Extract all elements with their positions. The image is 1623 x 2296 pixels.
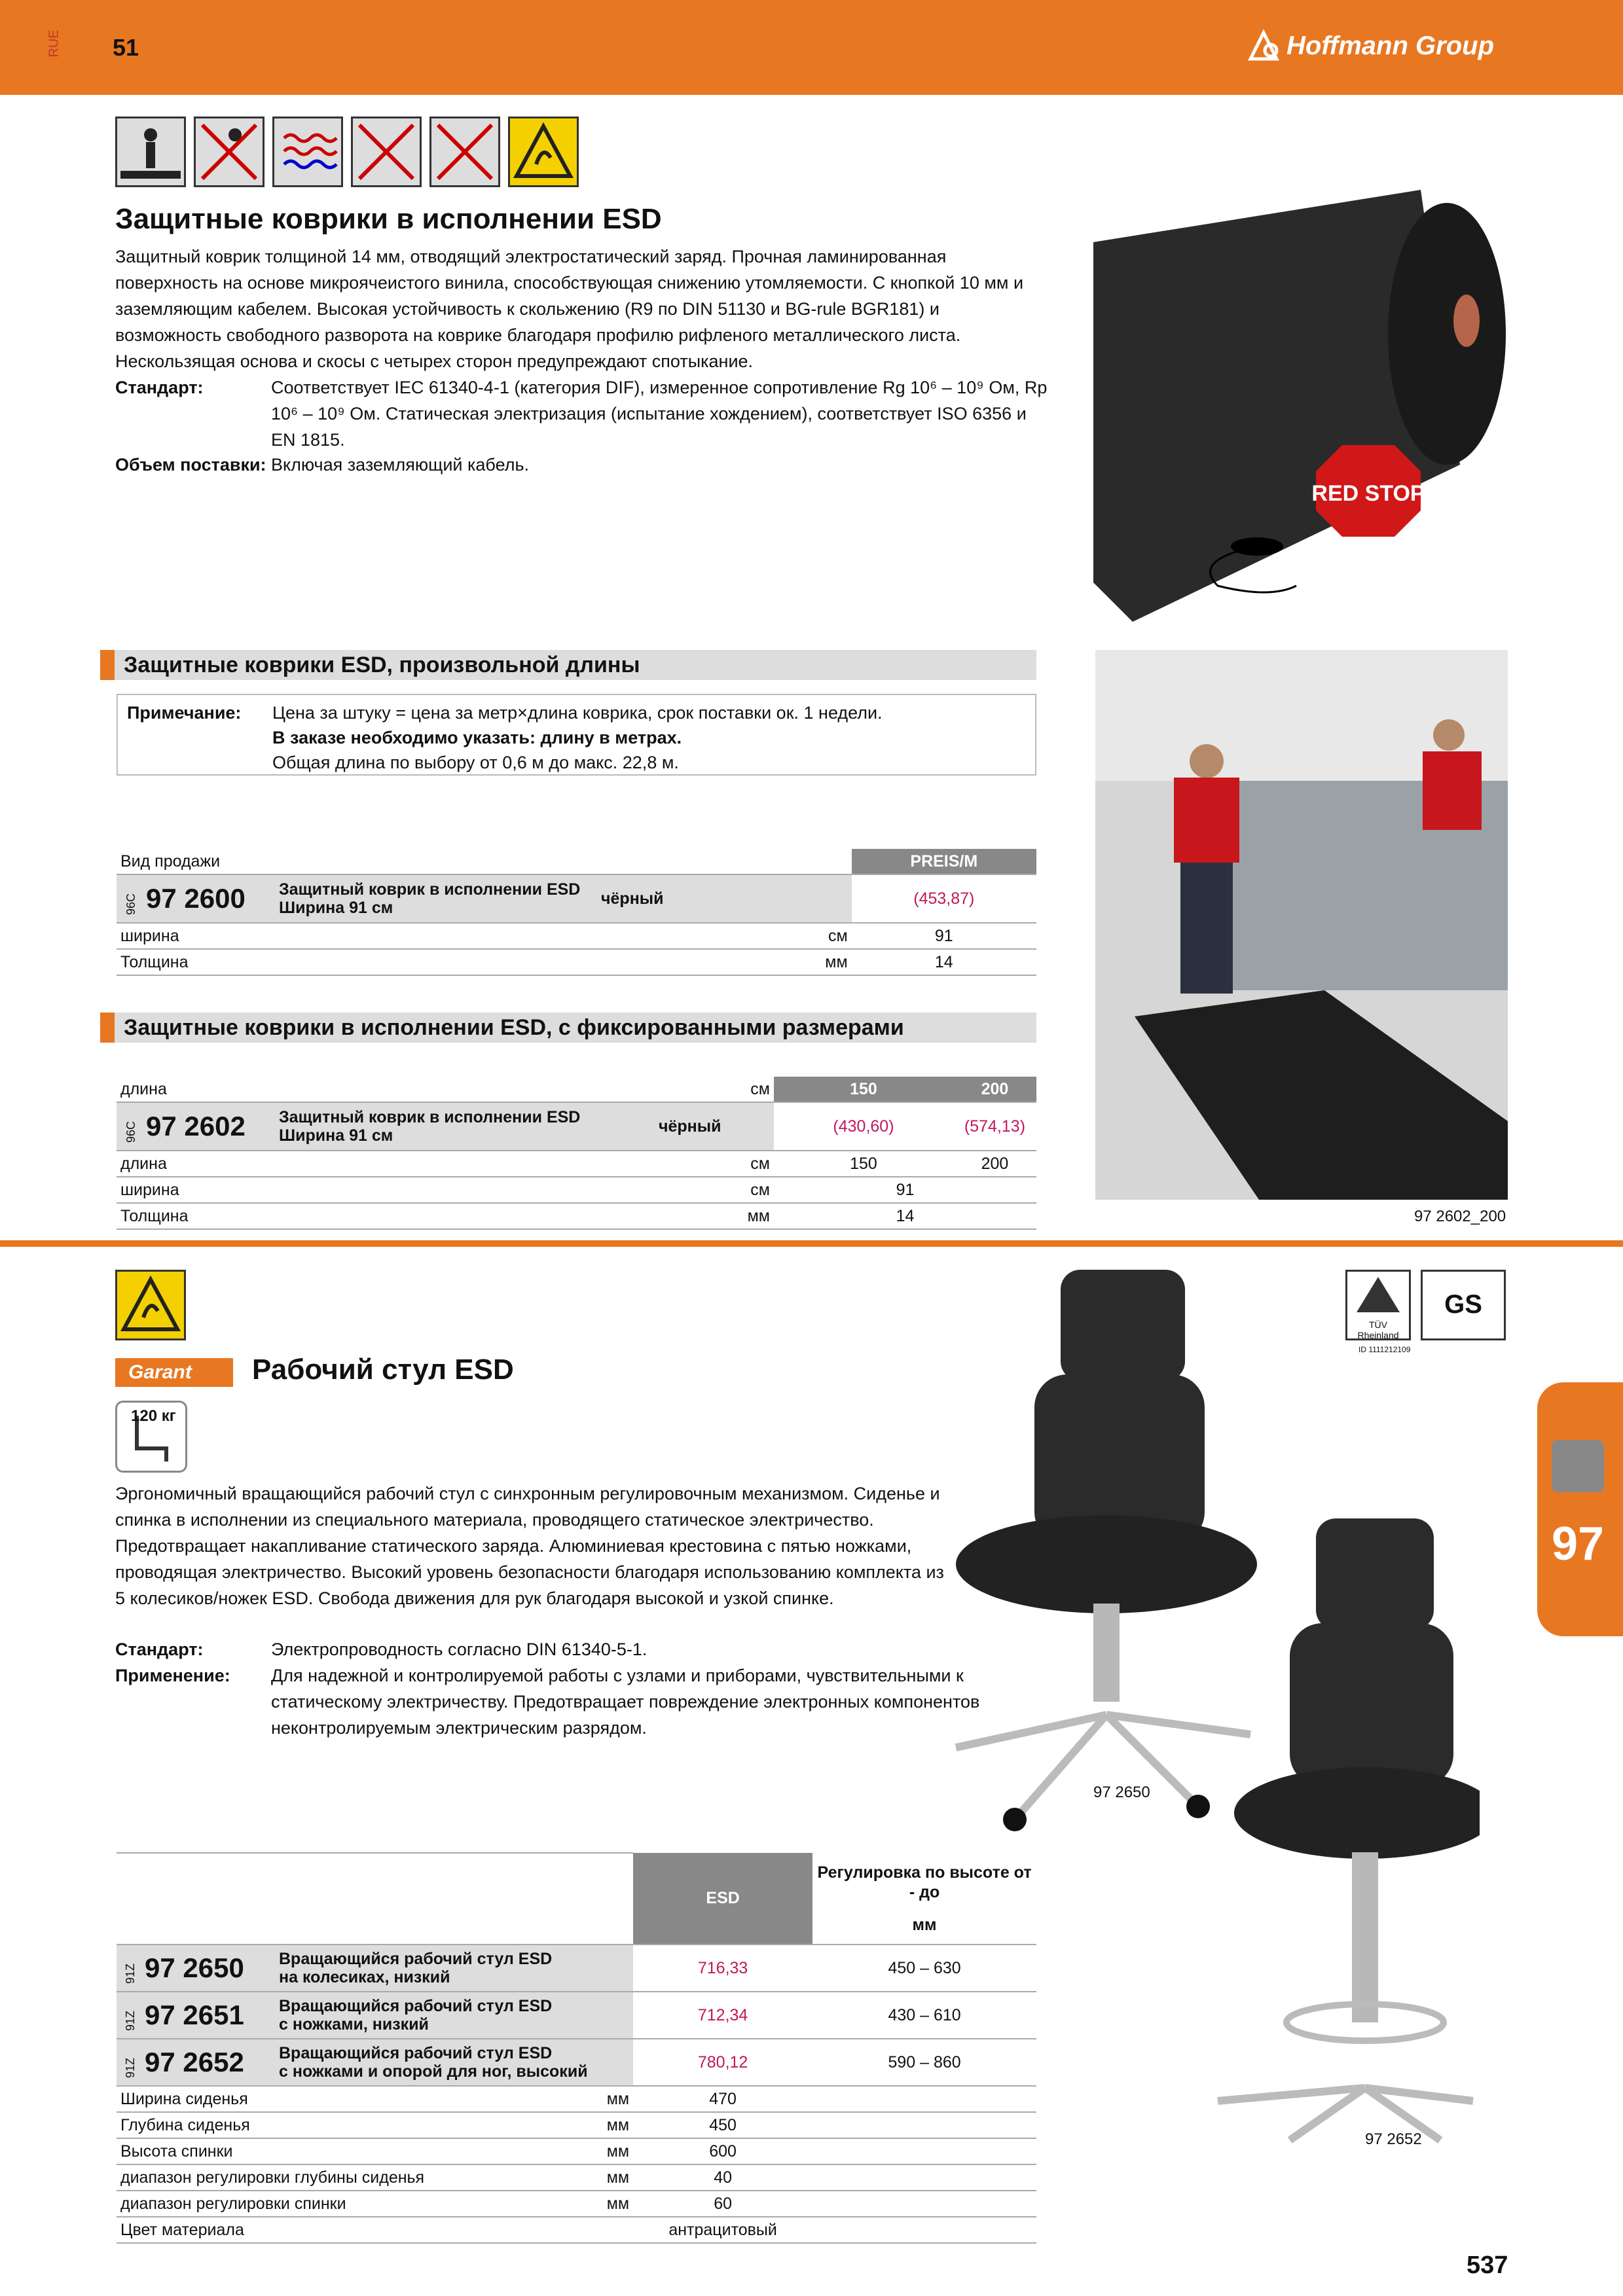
chapter-tab[interactable] <box>1537 1382 1623 1636</box>
table-chairs <box>117 1852 1036 2244</box>
col-esd: ESD <box>633 1853 812 1945</box>
safety-icons <box>115 117 579 187</box>
photo-caption-972650: 97 2650 <box>1093 1784 1150 1801</box>
article-number: 97 2602 <box>146 1111 246 1141</box>
table-row: 91Z 97 2650 Вращающийся рабочий стул ESD на колесиках, низкий 716,33 450 – 630 <box>117 1945 1036 1992</box>
note-line-2: В заказе необходимо указать: длину в метрах. <box>272 728 682 747</box>
table-row: длина см 150 200 <box>117 1151 1036 1177</box>
language-code: RUE <box>46 29 62 58</box>
brand-logo: Hoffmann Group <box>1286 31 1495 60</box>
table-row: Толщина мм 14 <box>117 1203 1036 1229</box>
table-972600 <box>117 849 1036 976</box>
mats-standard-text: Соответствует IEC 61340-4-1 (категория DIF), измеренное сопротивление Rg 10⁶ – 10⁹ Ом, Rp 10⁶ – 10⁹ Ом. Статическая электризация (испытание хождением), соответствует ISO 6356 и EN 1815. <box>271 378 1048 450</box>
cert-id: ID 1111212109 <box>1359 1345 1411 1354</box>
article-cell: 96C 97 2600 <box>117 874 275 923</box>
heat-resistance-icon <box>272 117 343 187</box>
table-row: 91Z 97 2652 Вращающийся рабочий стул ESD с ножками и опорой для ног, высокий 780,12 590 – 860 <box>117 2039 1036 2086</box>
photo-caption-972602: 97 2602_200 <box>1414 1208 1506 1225</box>
workshop-photo <box>1095 650 1508 1200</box>
chair-standard-text: Электропроводность согласно DIN 61340-5-1. <box>271 1640 647 1659</box>
mats-description: Защитный коврик толщиной 14 мм, отводящий электростатический заряд. Прочная ламинированная поверхность на основе микроячеистого винила, способствующая снижению утомляемости. С кнопкой 10 мм и заземляющим кабелем. Высокая устойчивость к скольжению (R9 по DIN 51130 и BG-rule BGR181) и возможность свободного разворота на коврике благодаря профилю рифленого металлического листа. Нескользящая основа и скосы с четырех сторон предупреждают спотыкание. <box>115 247 1024 371</box>
chair-use-label: Применение: <box>115 1666 230 1685</box>
load-capacity-label: 120 кг <box>131 1407 176 1425</box>
standing-person-icon <box>115 117 186 187</box>
chapter-esd-icon <box>1552 1440 1604 1492</box>
red-stop-label: RED STOP <box>1311 481 1425 506</box>
table-row: Ширина сиденья мм 470 <box>117 2086 1036 2112</box>
table-row: ширина см 91 <box>117 923 1036 949</box>
chair-standard-label: Стандарт: <box>115 1640 204 1659</box>
note-line-3: Общая длина по выбору от 0,6 м до макс. 22,8 м. <box>272 753 679 772</box>
section-divider <box>0 1240 1623 1247</box>
article-number: 97 2600 <box>146 883 246 914</box>
table-row: диапазон регулировки глубины сиденья мм 40 <box>117 2164 1036 2191</box>
gs-cert-icon: GS <box>1421 1270 1506 1340</box>
esd-warning-icon <box>115 1270 186 1340</box>
photo-caption-972652: 97 2652 <box>1365 2130 1422 2148</box>
table-head-left: Вид продажи <box>117 849 852 874</box>
article-number: 97 2650 <box>145 1952 244 1983</box>
slip-hazard-icon <box>194 117 264 187</box>
section1-note <box>117 694 1036 776</box>
table-head-price: PREIS/M <box>852 849 1036 874</box>
note-label: Примечание: <box>127 703 242 723</box>
table-row: Цвет материала антрацитовый <box>117 2217 1036 2243</box>
chair-description: Эргономичный вращающийся рабочий стул с синхронным регулировочным механизмом. Сиденье и спинка в исполнении из специального материала, проводящего статическое электричество. Предотвращает накапливание статического заряда. Алюминиевая крестовина с пятью ножками, проводящая электричество. Высокий уровень безопасности благодаря использованию комплекта из 5 колесиков/ножек ESD. Свобода движения для рук благодаря высокой и узкой спинке. <box>115 1484 944 1608</box>
chair-use-text: Для надежной и контролируемой работы с узлами и приборами, чувствительными к статическому электричеству. Предотвращает повреждение электронных компонентов неконтролируемым электрическим разрядом. <box>271 1666 980 1738</box>
table-row: 91Z 97 2651 Вращающийся рабочий стул ESD с ножками, низкий 712,34 430 – 610 <box>117 1992 1036 2039</box>
chapter-number: 97 <box>1552 1518 1605 1570</box>
catalog-page-number: 51 <box>113 34 139 61</box>
mats-scope-text: Включая заземляющий кабель. <box>271 455 530 475</box>
garant-logo: Garant <box>115 1358 233 1387</box>
article-number: 97 2651 <box>145 2000 244 2030</box>
article-desc: Защитный коврик в исполнении ESD Ширина 91 см <box>275 874 597 923</box>
esd-warning-icon <box>508 117 579 187</box>
section-arbitrary-length-header: Защитные коврики ESD, произвольной длины <box>100 650 1036 680</box>
chair-high-photo <box>1205 1512 1480 2160</box>
mat-roll-photo <box>1093 190 1519 622</box>
mats-title: Защитные коврики в исполнении ESD <box>115 203 662 235</box>
hoffmann-logo-icon <box>1247 29 1280 62</box>
mats-standard-label: Стандарт: <box>115 378 204 397</box>
chair-title: Рабочий стул ESD <box>252 1354 514 1386</box>
note-line-1: Цена за штуку = цена за метр×длина коврика, срок поставки ок. 1 недели. <box>272 703 883 723</box>
table-972602: длина см 150 200 96C 97 2602 Защитный коврик в исполнении ESD Ширина 91 см чёрный (430,60) (574,13) длина см 150 200 ширина см 91 Толщина мм 14 <box>117 1077 1036 1230</box>
col-adjust: Регулировка по высоте от - до мм <box>812 1853 1036 1945</box>
mats-scope-label: Объем поставки: <box>115 455 266 475</box>
article-number: 97 2652 <box>145 2047 244 2077</box>
no-chemicals-icon <box>429 117 500 187</box>
article-price: (453,87) <box>852 874 1036 923</box>
article-cell: 96C 97 2602 <box>117 1102 275 1151</box>
tuv-cert-icon: TÜV Rheinland <box>1345 1270 1411 1340</box>
article-desc: Защитный коврик в исполнении ESD Ширина 91 см <box>275 1102 655 1151</box>
table-row: Толщина мм 14 <box>117 949 1036 975</box>
table-row: ширина см 91 <box>117 1177 1036 1203</box>
page-number: 537 <box>1467 2251 1508 2279</box>
no-lying-icon <box>351 117 422 187</box>
section-fixed-size-header: Защитные коврики в исполнении ESD, с фиксированными размерами <box>100 1013 1036 1043</box>
article-color: чёрный <box>597 874 852 923</box>
table-row: диапазон регулировки спинки мм 60 <box>117 2191 1036 2217</box>
table-row: Высота спинки мм 600 <box>117 2138 1036 2164</box>
table-row: Глубина сиденья мм 450 <box>117 2112 1036 2138</box>
